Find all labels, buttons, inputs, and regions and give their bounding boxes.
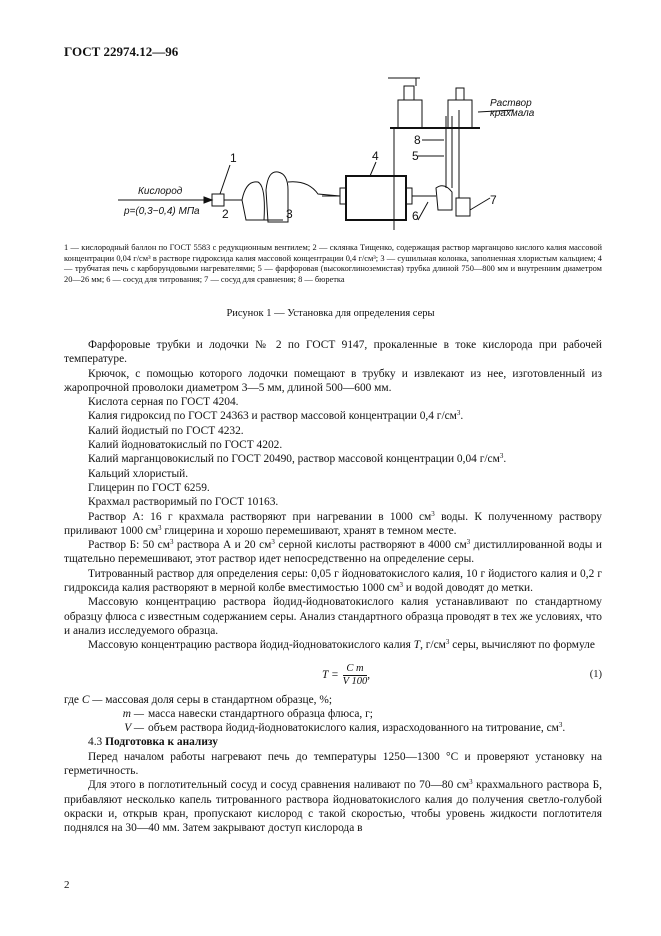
- paragraph: Калий йодистый по ГОСТ 4232.: [88, 424, 244, 437]
- definition-c: где C — массовая доля серы в стандартном образце, %;: [64, 693, 332, 706]
- label-4: 4: [372, 149, 379, 163]
- starch-label-2: крахмала: [490, 108, 535, 119]
- comparison-vessel: [456, 198, 470, 216]
- reducer-valve: [212, 194, 224, 206]
- paragraph: Титрованный раствор для определения серы: 0,05 г йодноватокислого калия, 10 г йодистого калия и 0,2 г гидроксида калия растворяют в мерной колбе вместимостью 1000 $см^3$ и водой доводят до метки.: [64, 567, 602, 595]
- label-6: 6: [412, 209, 419, 223]
- body-text: [64, 338, 602, 836]
- label-5: 5: [412, 149, 419, 163]
- tishchenko-flask: [242, 182, 264, 220]
- left-flask: [398, 100, 422, 128]
- paragraph: Кислота серная по ГОСТ 4204.: [88, 396, 239, 409]
- apparatus-figure: [118, 70, 588, 240]
- paragraph: Калий марганцовокислый по ГОСТ 20490, раствор массовой концентрации 0,04 $г/см^3$.: [88, 452, 507, 466]
- label-1: 1: [230, 151, 237, 165]
- page-number: 2: [64, 879, 70, 891]
- label-3: 3: [286, 207, 293, 221]
- paragraph: Кальций хлористый.: [88, 467, 189, 480]
- paragraph: Глицерин по ГОСТ 6259.: [88, 481, 210, 494]
- paragraph: Раствор Б: 50 $см^3$ раствора А и 20 $см^3$ серной кислоты растворяют в 4000 $см^3$ дистиллированной воды и тщательно перемешивают, этот раствор идет непосредственно на определение серы.: [64, 538, 602, 566]
- paragraph: Массовую концентрацию раствора йодид-йодноватокислого калия устанавливают по стандартному образцу флюса с известным содержанием серы. Анализ стандартного образца проводят в тех же условиях, что и анализ исследуемого образца.: [64, 596, 602, 637]
- label-7: 7: [490, 193, 497, 207]
- paragraph: Для этого в поглотительный сосуд и сосуд сравнения наливают по 70—80 $см^3$ крахмального раствора Б, прибавляют несколько капель титрованного раствора йодноватокислого калия до получения светло-голубой окраски и, открыв кран, пропускают кислород с такой скоростью, чтобы уровень жидкости поглотителя поднялся на 30—40 мм. Затем закрывают доступ кислорода в: [64, 778, 602, 835]
- label-8: 8: [414, 133, 421, 147]
- paragraph: Раствор А: 16 г крахмала растворяют при нагревании в 1000 $см^3$ воды. К полученному раствору приливают 1000 $см^3$ глицерина и хорошо перемешивают, хранят в темном месте.: [64, 509, 602, 537]
- tube-furnace: [346, 176, 406, 220]
- section-heading: 4.3 Подготовка к анализу: [88, 736, 218, 749]
- paragraph: Калия гидроксид по ГОСТ 24363 и раствор массовой концентрации 0,4 $г/см^3$.: [88, 409, 464, 423]
- paragraph: Массовую концентрацию раствора йодид-йодноватокислого калия T, $г/см^3$ серы, вычисляют по формуле: [88, 638, 595, 652]
- definition-v: V — объем раствора йодид-йодноватокислого калия, израсходованного на титрование, $см^3$.: [124, 721, 566, 735]
- label-2: 2: [222, 207, 229, 221]
- document-code: ГОСТ 22974.12—96: [64, 44, 179, 59]
- paragraph: Крючок, с помощью которого лодочки помещают в трубку и извлекают из нее, изготовленный из жаропрочной проволоки диаметром 3—5 мм, длиной 500—600 мм.: [64, 367, 602, 394]
- pressure-label: р=(0,3−0,4) МПа: [124, 206, 200, 217]
- arrowhead: [204, 197, 212, 203]
- drying-column: [266, 172, 288, 222]
- formula-1: T = $\frac{\text{C m}}{V 100}$ , (1): [322, 662, 602, 687]
- starch-label: Раствор: [490, 98, 532, 109]
- formula-numerator: C m: [343, 663, 368, 676]
- formula-lhs: T =: [322, 668, 339, 681]
- formula-denominator: V 100: [342, 675, 368, 687]
- figure-caption: 1 — кислородный баллон по ГОСТ 5583 с редукционным вентилем; 2 — склянка Тищенко, содержащая раствор марганцово кислого калия массовой концентрации 0,04 г/см³ в растворе гидроксида калия массовой концентрации 0,4 г/см³; 3 — сушильная колонка, заполненная хлористым кальцием; 4 — трубчатая печь с карборундовыми нагревателями; 5 — фарфоровая (высокоглиноземистая) трубка длиной 750—800 мм и внутренним диаметром 20—26 мм; 6 — сосуд для титрования; 7 — сосуд для сравнения; 8 — бюретка: [64, 243, 602, 284]
- definition-m: m — масса навески стандартного образца флюса, г;: [122, 707, 373, 720]
- figure-title: Рисунок 1 — Установка для определения серы: [226, 308, 435, 319]
- oxygen-label: Кислород: [138, 186, 183, 197]
- paragraph: Фарфоровые трубки и лодочки № 2 по ГОСТ 9147, прокаленные в токе кислорода при рабочей температуре.: [64, 339, 602, 366]
- formula-number: (1): [589, 668, 602, 680]
- paragraph: Калий йодноватокислый по ГОСТ 4202.: [88, 439, 283, 452]
- paragraph: Перед началом работы нагревают печь до температуры 1250—1300 °С и проверяют установку на герметичность.: [64, 750, 602, 778]
- paragraph: Крахмал растворимый по ГОСТ 10163.: [88, 496, 279, 509]
- titration-vessel: [436, 186, 452, 210]
